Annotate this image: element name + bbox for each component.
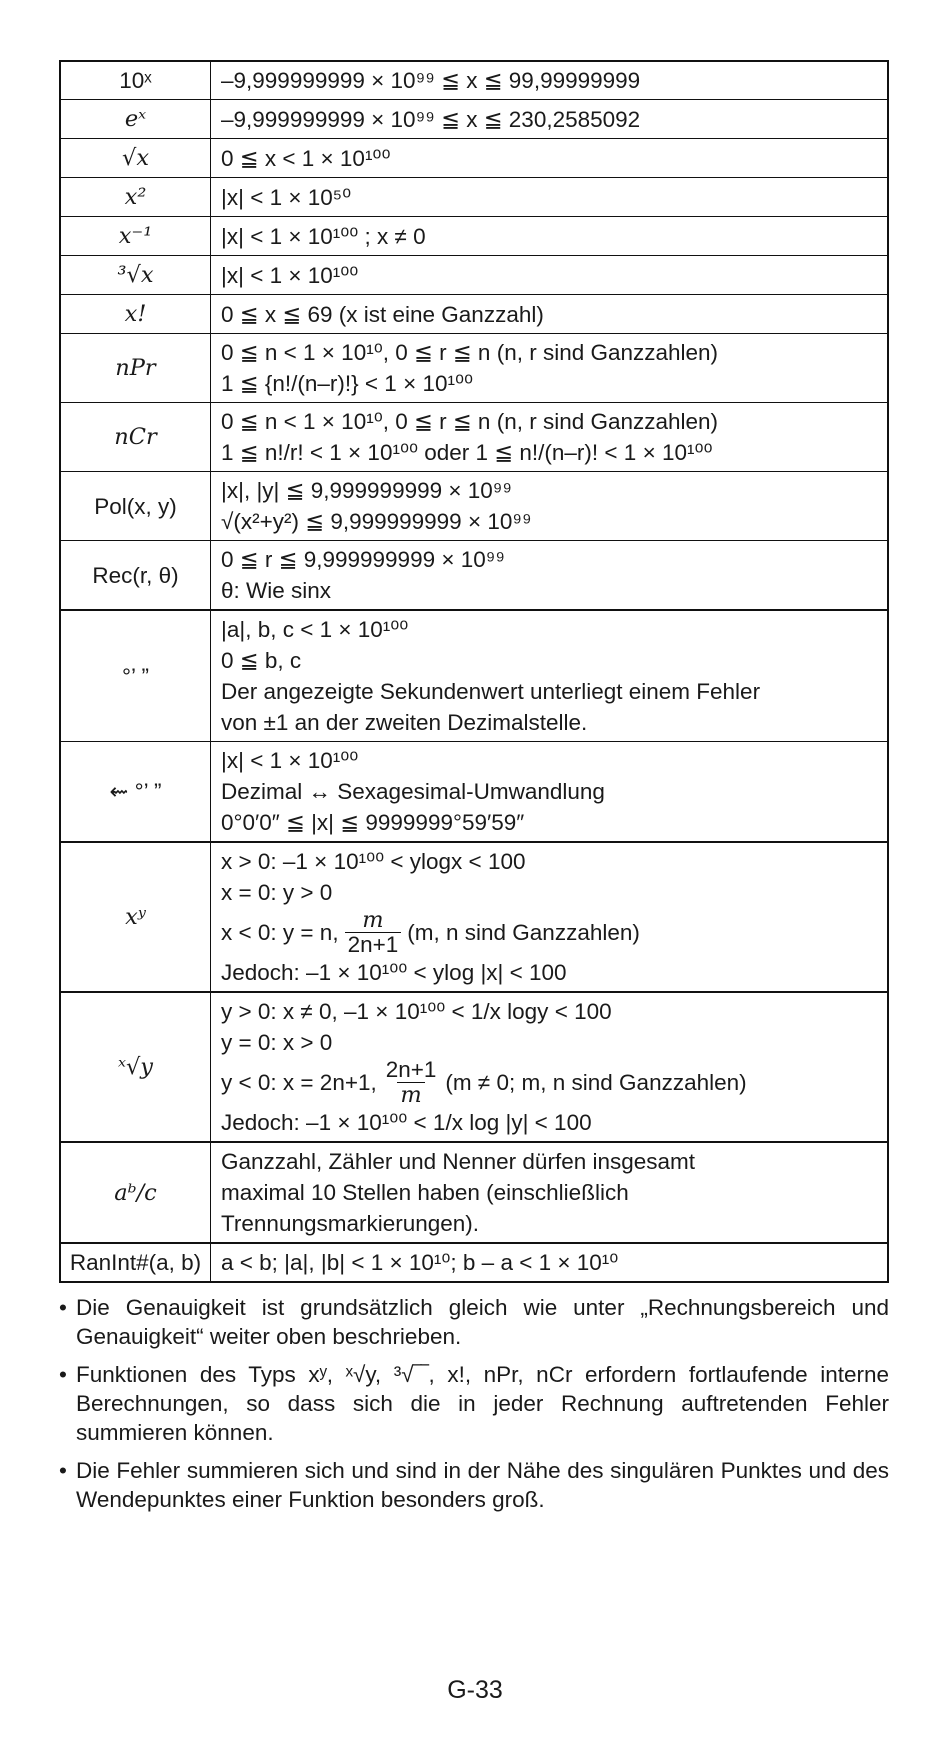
function-cell — [60, 178, 211, 217]
bullet-mark: • — [59, 1362, 67, 1387]
range-cell — [211, 256, 889, 295]
table-row — [60, 610, 888, 742]
function-cell — [60, 100, 211, 139]
note-text: Die Fehler summieren sich und sind in der Nähe des singulären Punktes und des Wendepunktes einer Funktion besonders groß. — [76, 1458, 889, 1512]
function-label: nCr — [114, 424, 157, 450]
function-label: xʸ — [125, 904, 146, 930]
range-line: Dezimal ↔ Sexagesimal-Umwandlung — [221, 779, 605, 804]
function-label: √x — [121, 145, 150, 171]
function-label: nPr — [115, 355, 156, 381]
function-cell — [60, 1243, 211, 1282]
function-label: Pol(x, y) — [94, 493, 177, 519]
function-cell — [60, 256, 211, 295]
range-cell — [211, 842, 889, 992]
range-line: 1 ≦ {n!/(n–r)!} < 1 × 10¹⁰⁰ — [221, 371, 474, 396]
range-cell — [211, 217, 889, 256]
range-line: θ: Wie sinx — [221, 578, 332, 603]
page-number: G-33 — [447, 1676, 503, 1704]
range-line: a < b; |a|, |b| < 1 × 10¹⁰; b – a < 1 × 10¹⁰ — [221, 1250, 619, 1275]
table-row — [60, 217, 888, 256]
table-row — [60, 472, 888, 541]
range-line: 0 ≦ x ≦ 69 (x ist eine Ganzzahl) — [221, 301, 544, 327]
function-label: ˣ√y — [117, 1054, 154, 1080]
fraction-line — [221, 1058, 877, 1107]
table-row — [60, 178, 888, 217]
function-cell — [60, 842, 211, 992]
function-label: x² — [124, 184, 147, 210]
table-row — [60, 61, 888, 100]
function-cell — [60, 472, 211, 541]
range-line: Ganzzahl, Zähler und Nenner dürfen insgesamt — [221, 1149, 696, 1174]
table-row — [60, 139, 888, 178]
range-line: y = 0: x > 0 — [221, 1030, 333, 1055]
range-line: |a|, b, c < 1 × 10¹⁰⁰ — [221, 617, 409, 642]
range-line: Jedoch: –1 × 10¹⁰⁰ < ylog |x| < 100 — [221, 960, 567, 985]
function-label: x! — [124, 301, 147, 327]
range-cell — [211, 403, 889, 472]
note-item — [59, 1293, 889, 1351]
range-line: 0 ≦ r ≦ 9,999999999 × 10⁹⁹ — [221, 547, 506, 572]
function-label: x⁻¹ — [118, 223, 153, 249]
range-cell — [211, 139, 889, 178]
bullet-mark: • — [59, 1458, 67, 1483]
range-line: √(x²+y²) ≦ 9,999999999 × 10⁹⁹ — [221, 509, 532, 534]
function-label: aᵇ/c — [114, 1179, 157, 1206]
function-label: Rec(r, θ) — [92, 562, 179, 588]
range-line: |x| < 1 × 10¹⁰⁰ — [221, 262, 359, 288]
range-line: x = 0: y > 0 — [221, 880, 333, 905]
range-line: x > 0: –1 × 10¹⁰⁰ < ylogx < 100 — [221, 849, 526, 874]
table-row — [60, 256, 888, 295]
function-label: ³√x — [117, 262, 154, 288]
function-cell — [60, 610, 211, 742]
range-cell — [211, 472, 889, 541]
notes-list — [59, 1293, 889, 1514]
range-cell — [211, 541, 889, 611]
range-cell — [211, 992, 889, 1142]
function-cell — [60, 295, 211, 334]
range-line: Jedoch: –1 × 10¹⁰⁰ < 1/x log |y| < 100 — [221, 1110, 592, 1135]
fraction-numerator: m — [362, 907, 384, 933]
fraction-note: (m, n sind Ganzzahlen) — [407, 920, 640, 945]
function-cell — [60, 992, 211, 1142]
range-line: |x| < 1 × 10¹⁰⁰ ; x ≠ 0 — [221, 223, 426, 249]
range-line: y > 0: x ≠ 0, –1 × 10¹⁰⁰ < 1/x logy < 100 — [221, 999, 612, 1024]
function-cell — [60, 1142, 211, 1243]
table-row — [60, 334, 888, 403]
function-cell — [60, 742, 211, 843]
range-line: |x| < 1 × 10¹⁰⁰ — [221, 748, 359, 773]
function-cell — [60, 139, 211, 178]
note-item — [59, 1360, 889, 1447]
range-cell — [211, 295, 889, 334]
range-line: 0°0′0″ ≦ |x| ≦ 9999999°59′59″ — [221, 810, 525, 835]
function-label: °’ ” — [122, 663, 149, 689]
function-label: eˣ — [124, 106, 147, 132]
table-row — [60, 541, 888, 611]
range-line: 0 ≦ n < 1 × 10¹⁰, 0 ≦ r ≦ n (n, r sind Ganzzahlen) — [221, 409, 719, 434]
range-line: 1 ≦ n!/r! < 1 × 10¹⁰⁰ oder 1 ≦ n!/(n–r)! < 1 × 10¹⁰⁰ — [221, 440, 713, 465]
table-row — [60, 992, 888, 1142]
bullet-mark: • — [59, 1295, 67, 1320]
table-row — [60, 295, 888, 334]
range-line: |x| < 1 × 10⁵⁰ — [221, 184, 352, 210]
range-cell — [211, 1142, 889, 1243]
range-line: |x|, |y| ≦ 9,999999999 × 10⁹⁹ — [221, 478, 513, 503]
function-label: RanInt#(a, b) — [69, 1250, 202, 1275]
fraction-numerator: 2n+1 — [385, 1057, 437, 1082]
function-cell — [60, 61, 211, 100]
range-cell — [211, 61, 889, 100]
range-cell — [211, 742, 889, 843]
fraction-note: (m ≠ 0; m, n sind Ganzzahlen) — [445, 1070, 747, 1095]
range-cell — [211, 610, 889, 742]
fraction-denominator: 2n+1 — [345, 932, 402, 957]
range-line: 0 ≦ b, c — [221, 648, 302, 673]
range-line: x < 0: y = n, — [221, 920, 339, 945]
table-row — [60, 842, 888, 992]
range-cell — [211, 334, 889, 403]
function-label: 10ˣ — [119, 68, 152, 93]
calculation-range-table — [59, 60, 889, 1283]
function-label: ⇜ °’ ” — [109, 779, 162, 804]
table-row — [60, 742, 888, 843]
range-line: von ±1 an der zweiten Dezimalstelle. — [221, 710, 588, 735]
range-line: –9,999999999 × 10⁹⁹ ≦ x ≦ 230,2585092 — [221, 106, 641, 132]
table-row — [60, 100, 888, 139]
range-line: Trennungsmarkierungen). — [221, 1211, 480, 1236]
range-line: 0 ≦ x < 1 × 10¹⁰⁰ — [221, 145, 391, 171]
range-cell — [211, 178, 889, 217]
table-row — [60, 403, 888, 472]
fraction — [383, 1058, 440, 1107]
fraction-line — [221, 908, 877, 957]
range-line: y < 0: x = 2n+1, — [221, 1070, 377, 1095]
table-row — [60, 1142, 888, 1243]
function-cell — [60, 334, 211, 403]
range-line: maximal 10 Stellen haben (einschließlich — [221, 1180, 629, 1205]
range-cell — [211, 100, 889, 139]
note-text: Die Genauigkeit ist grundsätzlich gleich wie unter „Rechnungsbereich und Genauigkeit“ weiter oben beschrieben. — [76, 1295, 889, 1349]
range-cell — [211, 1243, 889, 1282]
fraction-denominator: m — [397, 1082, 424, 1107]
function-cell — [60, 541, 211, 611]
range-line: 0 ≦ n < 1 × 10¹⁰, 0 ≦ r ≦ n (n, r sind Ganzzahlen) — [221, 340, 719, 365]
page-content — [59, 60, 889, 1523]
note-text: Funktionen des Typs xʸ, ˣ√y, ³√‾‾, x!, nPr, nCr erfordern fortlaufende interne Berechnungen, so dass sich die in jeder Rechnung auftretenden Fehler summieren können. — [76, 1362, 889, 1445]
range-line: –9,999999999 × 10⁹⁹ ≦ x ≦ 99,99999999 — [221, 68, 641, 93]
function-cell — [60, 217, 211, 256]
function-cell — [60, 403, 211, 472]
range-line: Der angezeigte Sekundenwert unterliegt einem Fehler — [221, 679, 761, 704]
fraction — [345, 908, 402, 957]
note-item — [59, 1456, 889, 1514]
table-row — [60, 1243, 888, 1282]
